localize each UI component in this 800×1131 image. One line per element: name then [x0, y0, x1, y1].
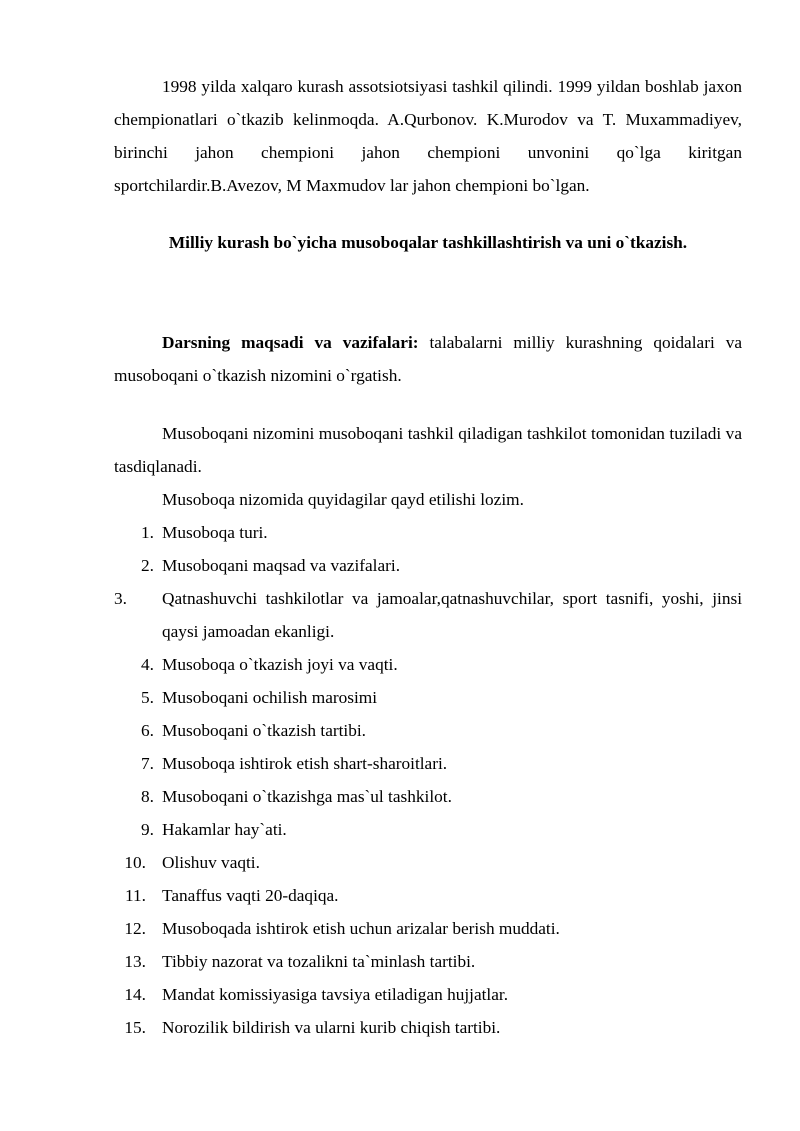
- list-item-number: 2.: [141, 556, 154, 575]
- list-item-number: 6.: [141, 721, 154, 740]
- intro-paragraph: 1998 yilda xalqaro kurash assotsiotsiyasi tashkil qilindi. 1999 yildan boshlab jaxon chempionatlari o`tkazib kelinmoqda. A.Qurbonov. K.Murodov va T. Muxammadiyev, birinchi jahon chempioni jahon chempioni unvonini qo`lga kiritgan sportchilardir.B.Avezov, M Maxmudov lar jahon chempioni bo`lgan.: [114, 77, 742, 195]
- list-item-text: Norozilik bildirish va ularni kurib chiqish tartibi.: [162, 1018, 501, 1037]
- list-item: [114, 879, 742, 912]
- list-item: [114, 549, 742, 582]
- rules-paragraph: Musoboqani nizomini musoboqani tashkil qiladigan tashkilot tomonidan tuziladi va tasdiqlanadi.: [114, 424, 742, 476]
- list-item: [114, 978, 742, 1011]
- list-item: [114, 813, 742, 846]
- list-item: [114, 747, 742, 780]
- list-item-text: Olishuv vaqti.: [162, 853, 260, 872]
- list-item: [114, 516, 742, 549]
- list-item: [114, 714, 742, 747]
- list-item: [114, 1011, 742, 1044]
- list-item-text: Musoboqa turi.: [162, 523, 268, 542]
- list-item-number: 10.: [124, 853, 146, 872]
- list-item-number: 13.: [124, 952, 146, 971]
- requirements-list: [114, 516, 742, 1044]
- list-item-text: Musoboqa ishtirok etish shart-sharoitlari.: [162, 754, 448, 773]
- list-item-text: Musoboqani o`tkazish tartibi.: [162, 721, 366, 740]
- list-item-text: Tibbiy nazorat va tozalikni ta`minlash tartibi.: [162, 952, 476, 971]
- list-item-text: Qatnashuvchi tashkilotlar va jamoalar,qatnashuvchilar, sport tasnifi, yoshi, jinsi qaysi jamoadan ekanligi.: [162, 589, 742, 641]
- list-item: [114, 780, 742, 813]
- document-page: [114, 70, 742, 1044]
- lesson-goal-paragraph: [114, 326, 742, 392]
- list-item: [114, 945, 742, 978]
- list-item: [114, 681, 742, 714]
- list-item-number: 12.: [124, 919, 146, 938]
- list-item-text: Musoboqani ochilish marosimi: [162, 688, 378, 707]
- list-item: [114, 912, 742, 945]
- list-item-number: 14.: [124, 985, 146, 1004]
- list-item-text: Musoboqani o`tkazishga mas`ul tashkilot.: [162, 787, 452, 806]
- list-item: [114, 648, 742, 681]
- list-item-number: 15.: [124, 1018, 146, 1037]
- list-item-text: Musoboqani maqsad va vazifalari.: [162, 556, 401, 575]
- list-item-number: 3.: [114, 589, 127, 608]
- list-item-number: 4.: [141, 655, 154, 674]
- list-item-number: 7.: [141, 754, 154, 773]
- list-item-text: Musoboqa o`tkazish joyi va vaqti.: [162, 655, 398, 674]
- list-item-number: 1.: [141, 523, 154, 542]
- list-item-text: Musoboqada ishtirok etish uchun arizalar berish muddati.: [162, 919, 560, 938]
- list-item-number: 9.: [141, 820, 154, 839]
- lesson-goal-label: Darsning maqsadi va vazifalari:: [162, 333, 419, 352]
- section-heading: Milliy kurash bo`yicha musoboqalar tashkillashtirish va uni o`tkazish.: [168, 233, 688, 252]
- list-item-text: Mandat komissiyasiga tavsiya etiladigan hujjatlar.: [162, 985, 509, 1004]
- lesson-goal-text: talabalarni milliy kurashning qoidalari va musoboqani o`tkazish nizomini o`rgatish.: [114, 333, 743, 385]
- list-item-number: 8.: [141, 787, 154, 806]
- list-item: [114, 846, 742, 879]
- list-item-number: 11.: [125, 886, 146, 905]
- list-item-number: 5.: [141, 688, 154, 707]
- list-intro: Musoboqa nizomida quyidagilar qayd etilishi lozim.: [162, 490, 524, 509]
- list-item: [114, 582, 742, 648]
- list-item-text: Hakamlar hay`ati.: [162, 820, 287, 839]
- list-item-text: Tanaffus vaqti 20-daqiqa.: [162, 886, 339, 905]
